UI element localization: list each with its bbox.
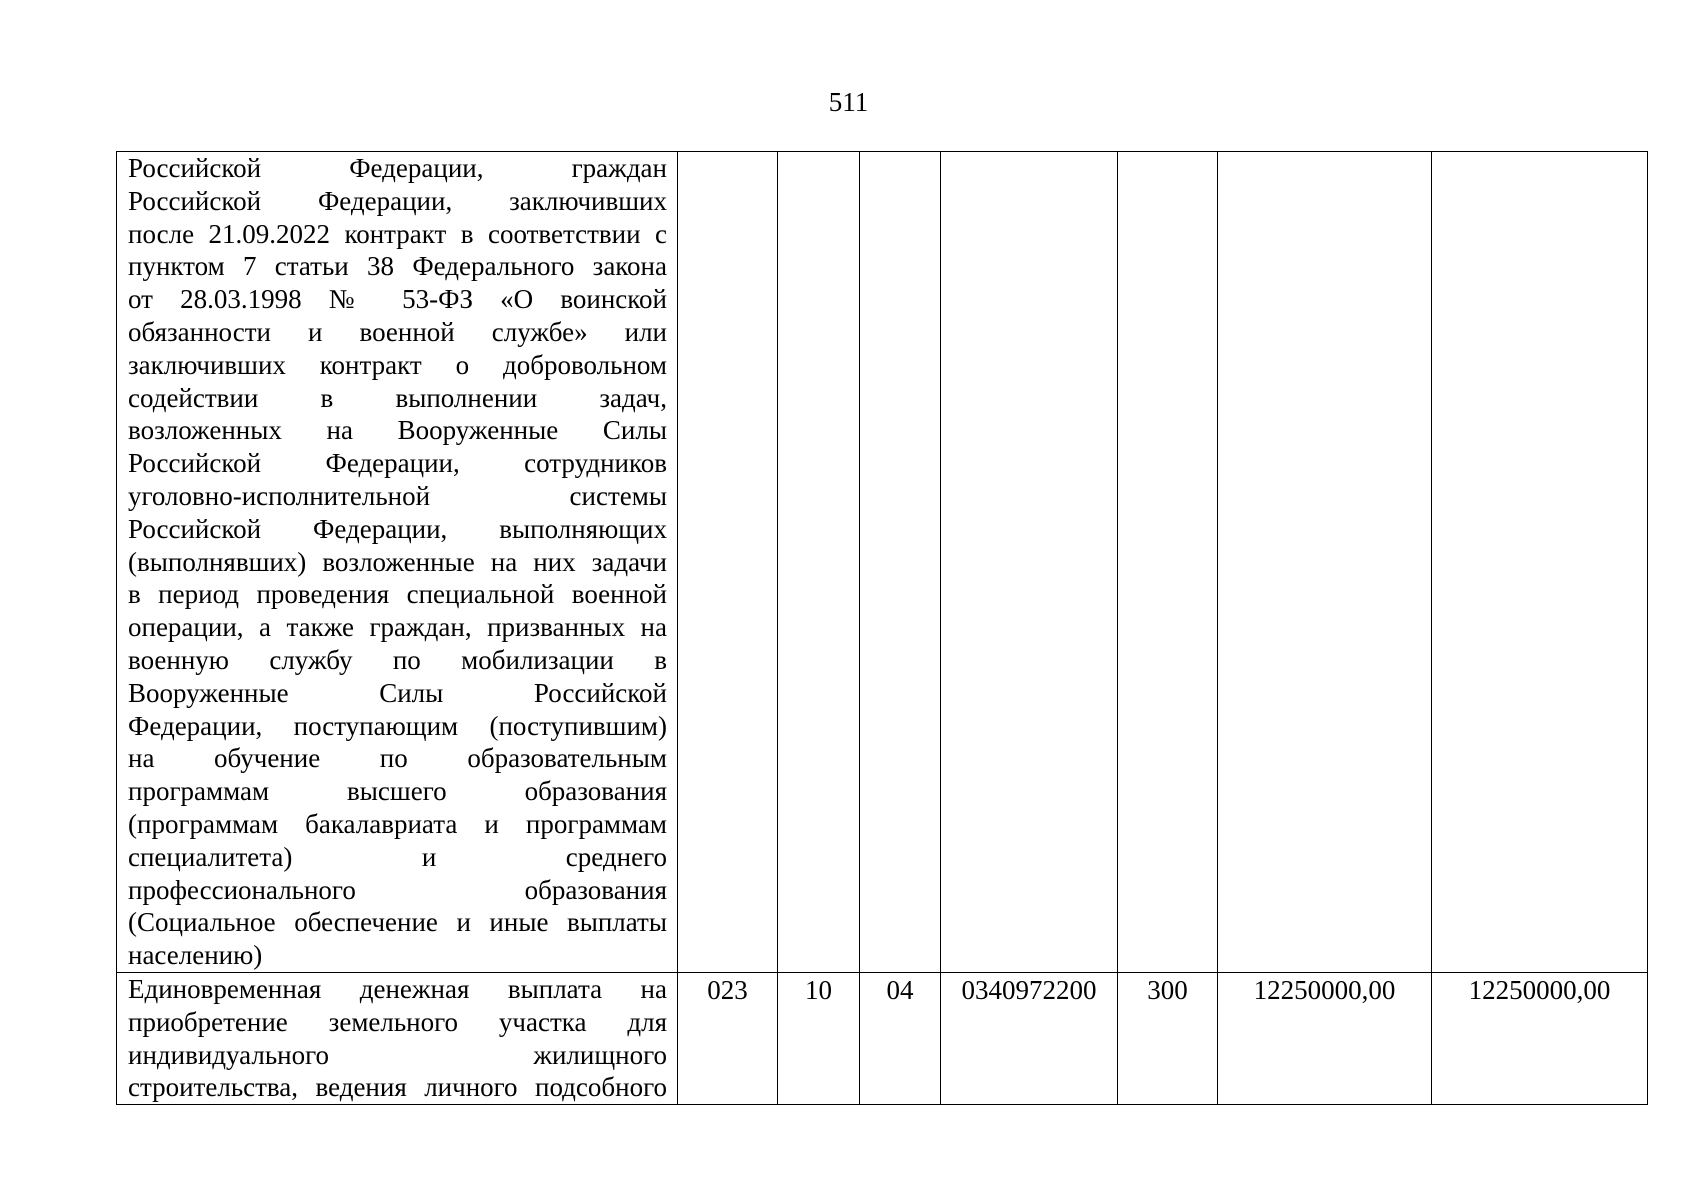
description-line: специалитета) и среднего [128,841,667,872]
section-cell: 10 [778,972,860,1104]
row-description [117,972,678,1104]
description-line: заключивших контракт о добровольном [128,349,667,380]
description-line: индивидуального жилищного [128,1039,667,1070]
description-line: Российской Федерации, выполняющих [128,513,667,544]
description-line: в период проведения специальной военной [128,579,667,610]
description-line: приобретение земельного участка для [128,1006,667,1037]
target-article-cell [941,152,1118,973]
subsection-cell [860,152,941,973]
expense-type-cell: 300 [1118,972,1218,1104]
description-line: Российской Федерации, заключивших [128,185,667,216]
description-line: содействии в выполнении задач, [128,382,667,413]
expense-type-cell [1118,152,1218,973]
description-line: уголовно-исполнительной системы [128,480,667,511]
description-line: обязанности и военной службе» или [128,316,667,347]
target-article-cell: 0340972200 [941,972,1118,1104]
ministry-code-cell [678,152,778,973]
description-line: Вооруженные Силы Российской [128,677,667,708]
description-line: Федерации, поступающим (поступившим) [128,710,667,741]
description-line: операции, а также граждан, призванных на [128,612,667,643]
description-line: военную службу по мобилизации в [128,644,667,675]
row-description [117,152,678,973]
description-line: населению) [128,940,263,971]
description-line: Единовременная денежная выплата на [128,973,667,1004]
table-row [117,152,1648,973]
description-line: Российской Федерации, сотрудников [128,448,667,479]
budget-table [116,151,1648,1105]
description-line: на обучение по образовательным [128,743,667,774]
amount-cell [1432,152,1648,973]
description-line: от 28.03.1998 № 53-ФЗ «О воинской [128,284,667,315]
description-line: после 21.09.2022 контракт в соответствии с [128,218,667,249]
description-line: пунктом 7 статьи 38 Федерального закона [128,251,667,282]
ministry-code-cell: 023 [678,972,778,1104]
amount-cell: 12250000,00 [1432,972,1648,1104]
amount-cell [1218,152,1432,973]
description-line: программам высшего образования [128,776,667,807]
description-line: (программам бакалавриата и программам [128,808,667,839]
description-line: (выполнявших) возложенные на них задачи [128,546,667,577]
table-row [117,972,1648,1104]
description-line: профессионального образования [128,874,667,905]
description-line: строительства, ведения личного подсобного [128,1072,667,1103]
description-line: (Социальное обеспечение и иные выплаты [128,907,667,938]
page-number: 511 [828,87,869,117]
description-line: Российской Федерации, граждан [128,153,667,183]
section-cell [778,152,860,973]
subsection-cell: 04 [860,972,941,1104]
description-line: возложенных на Вооруженные Силы [128,415,667,446]
amount-cell: 12250000,00 [1218,972,1432,1104]
